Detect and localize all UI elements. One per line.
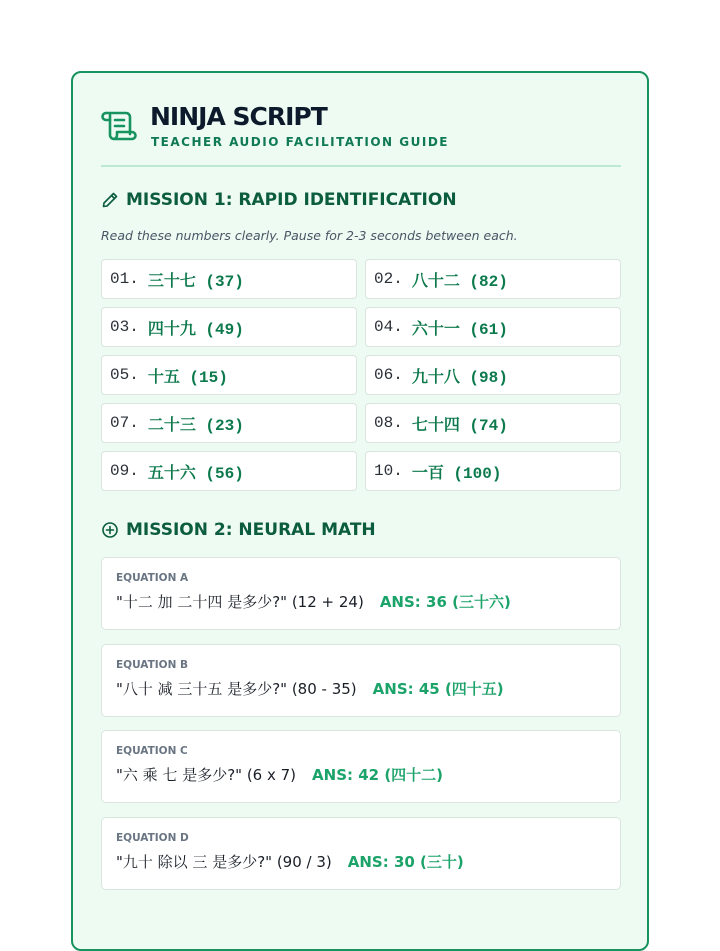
number-index: 02. — [374, 270, 403, 288]
equation-label: EQUATION A — [116, 572, 189, 584]
number-item — [365, 259, 621, 299]
number-value: 七十四 (74) — [411, 416, 508, 435]
equation-card — [101, 557, 621, 630]
equation-answer: ANS: 45 (四十五) — [372, 680, 504, 698]
equation-question: "九十 除以 三 是多少?" (90 / 3) — [116, 853, 332, 871]
equation-label: EQUATION D — [116, 832, 189, 844]
number-item — [101, 259, 357, 299]
page-subtitle: TEACHER AUDIO FACILITATION GUIDE — [151, 135, 449, 149]
equation-line — [116, 679, 504, 699]
number-value: 十五 (15) — [147, 368, 228, 387]
number-item — [365, 307, 621, 347]
number-value: 九十八 (98) — [411, 368, 508, 387]
equation-card — [101, 644, 621, 717]
mission-2-title-text: MISSION 2: NEURAL MATH — [126, 520, 376, 540]
number-index: 10. — [374, 462, 403, 480]
mission-2-title — [101, 519, 376, 541]
number-value: 六十一 (61) — [411, 320, 508, 339]
number-index: 01. — [110, 270, 139, 288]
equation-question: "六 乘 七 是多少?" (6 x 7) — [116, 766, 297, 784]
pencil-icon — [101, 191, 119, 209]
number-value: 八十二 (82) — [411, 272, 508, 291]
mission-1-title-text: MISSION 1: RAPID IDENTIFICATION — [126, 190, 457, 210]
number-index: 04. — [374, 318, 403, 336]
number-item — [365, 355, 621, 395]
scroll-icon — [101, 110, 137, 142]
number-item — [365, 451, 621, 491]
plus-circle-icon — [101, 521, 119, 539]
number-list — [101, 259, 621, 491]
equation-answer: ANS: 42 (四十二) — [312, 766, 444, 784]
mission-1-instruction: Read these numbers clearly. Pause for 2-3 seconds between each. — [101, 228, 518, 243]
number-value: 三十七 (37) — [147, 272, 244, 291]
page-title: NINJA SCRIPT — [150, 102, 327, 131]
number-item — [365, 403, 621, 443]
equation-answer: ANS: 30 (三十) — [347, 853, 464, 871]
number-value: 二十三 (23) — [147, 416, 244, 435]
mission-1-title — [101, 189, 457, 211]
equation-question: "十二 加 二十四 是多少?" (12 + 24) — [116, 593, 364, 611]
number-value: 五十六 (56) — [147, 464, 244, 483]
number-item — [101, 307, 357, 347]
equation-question: "八十 减 三十五 是多少?" (80 - 35) — [116, 680, 357, 698]
number-value: 一百 (100) — [411, 464, 502, 483]
number-index: 05. — [110, 366, 139, 384]
number-index: 06. — [374, 366, 403, 384]
equation-card — [101, 817, 621, 890]
guide-header — [101, 101, 621, 167]
number-value: 四十九 (49) — [147, 320, 244, 339]
equation-card — [101, 730, 621, 803]
number-index: 09. — [110, 462, 139, 480]
number-index: 03. — [110, 318, 139, 336]
number-item — [101, 451, 357, 491]
number-item — [101, 403, 357, 443]
guide-card — [71, 71, 649, 951]
equation-line — [116, 852, 464, 872]
equation-answer: ANS: 36 (三十六) — [379, 593, 511, 611]
number-index: 07. — [110, 414, 139, 432]
number-item — [101, 355, 357, 395]
number-index: 08. — [374, 414, 403, 432]
equation-label: EQUATION C — [116, 745, 188, 757]
equation-label: EQUATION B — [116, 659, 189, 671]
equation-line — [116, 765, 443, 785]
equation-line — [116, 592, 511, 612]
